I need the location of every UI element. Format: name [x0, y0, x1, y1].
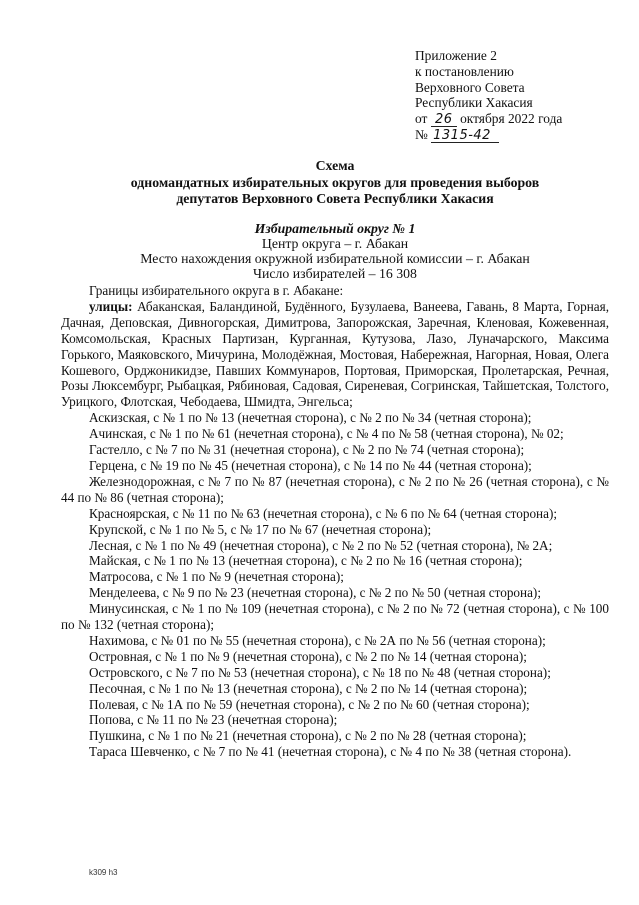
annex-line-1: Приложение 2 — [415, 48, 497, 63]
street-entry: Менделеева, с № 9 по № 23 (нечетная сторона), с № 2 по № 50 (четная сторона); — [89, 585, 541, 601]
date-prefix: от — [415, 111, 428, 127]
street-entry: Ачинская, с № 1 по № 61 (нечетная сторона), с № 4 по № 58 (четная сторона), № 02; — [89, 426, 564, 442]
street-entry: Матросова, с № 1 по № 9 (нечетная сторона); — [89, 569, 344, 585]
annex-line-3: Верховного Совета — [415, 79, 525, 95]
district-center: Центр округа – г. Абакан — [261, 236, 409, 251]
annex-line-2: к постановлению — [415, 63, 514, 79]
annex-block — [415, 48, 615, 143]
footer-code: k309 h3 — [89, 868, 118, 877]
streets-list: Абаканская, Баландиной, Будённого, Бузулаева, Ванеева, Гавань, 8 Марта, Горная, Дачная, Деповская, Дивногорская, Димитрова, Запорожская, Заречная, Кленовая, Кожевенная, Комсомольская, Красных Партизан, Курганная, Кутузова, Лазо, Луначарского, Максима Горького, Маяковского, Мичурина, Молодёжная, Мостовая, Набережная, Нагорная, Новая, Олега Кошевого, Орджоникидзе, Павших Коммунаров, Портовая, Приморская, Пролетарская, Речная, Розы Люксембург, Рыбацкая, Рябиновая, Садовая, Сиреневая, Согринская, Тайшетская, Толстого, Урицкого, Флотская, Чебодаева, Шмидта, Энгельса; — [61, 298, 609, 410]
street-entry: Островского, с № 7 по № 53 (нечетная сторона), с № 18 по № 48 (четная сторона); — [89, 664, 551, 680]
handwritten-date-day: 26 — [431, 113, 457, 127]
title-line-2: одномандатных избирательных округов для проведения выборов — [130, 175, 540, 190]
street-entry: Нахимова, с № 01 по № 55 (нечетная сторона), с № 2А по № 56 (четная сторона); — [89, 632, 546, 648]
title-line-1: Схема — [315, 158, 355, 173]
number-prefix: № — [415, 127, 428, 143]
street-entry: Лесная, с № 1 по № 49 (нечетная сторона), с № 2 по № 52 (четная сторона), № 2А; — [89, 537, 553, 553]
street-entry: Железнодорожная, с № 7 по № 87 (нечетная сторона), с № 2 по № 26 (четная сторона), с № 44 по № 86 (четная сторона); — [61, 473, 609, 505]
district-commission: Место нахождения окружной избирательной комиссии – г. Абакан — [140, 251, 530, 266]
street-entry: Минусинская, с № 1 по № 109 (нечетная сторона), с № 2 по № 72 (четная сторона), с № 100 по № 132 (четная сторона); — [61, 601, 609, 633]
district-voters: Число избирателей – 16 308 — [253, 266, 417, 281]
street-entry: Островная, с № 1 по № 9 (нечетная сторона), с № 2 по № 14 (четная сторона); — [89, 648, 527, 664]
handwritten-number: 1315-42 — [431, 129, 499, 143]
title-line-3: депутатов Верховного Совета Республики Хакасия — [176, 191, 494, 206]
district-name: Избирательный округ № 1 — [254, 221, 416, 236]
annex-line-4: Республики Хакасия — [415, 95, 533, 111]
annex-date — [415, 111, 615, 127]
street-entry: Майская, с № 1 по № 13 (нечетная сторона), с № 2 по № 16 (четная сторона); — [89, 553, 523, 569]
street-entry: Тараса Шевченко, с № 7 по № 41 (нечетная сторона), с № 4 по № 38 (четная сторона). — [89, 744, 572, 760]
district-borders — [61, 283, 609, 760]
date-rest: октября 2022 года — [460, 111, 563, 127]
streets-label: улицы: — [89, 298, 133, 314]
street-entry: Песочная, с № 1 по № 13 (нечетная сторона), с № 2 по № 14 (четная сторона); — [89, 680, 528, 696]
street-entry: Пушкина, с № 1 по № 21 (нечетная сторона), с № 2 по № 28 (четная сторона); — [89, 728, 527, 744]
street-entries-list — [61, 410, 609, 760]
street-entry: Полевая, с № 1А по № 59 (нечетная сторона), с № 2 по № 60 (четная сторона); — [89, 696, 530, 712]
street-entry: Красноярская, с № 11 по № 63 (нечетная сторона), с № 6 по № 64 (четная сторона); — [89, 505, 558, 521]
street-entry: Аскизская, с № 1 по № 13 (нечетная сторона), с № 2 по № 34 (четная сторона); — [89, 410, 532, 426]
annex-number — [415, 127, 615, 143]
street-entry: Гастелло, с № 7 по № 31 (нечетная сторона), с № 2 по № 74 (четная сторона); — [89, 442, 525, 458]
street-entry: Герцена, с № 19 по № 45 (нечетная сторона), с № 14 по № 44 (четная сторона); — [89, 457, 532, 473]
street-entry: Попова, с № 11 по № 23 (нечетная сторона); — [89, 712, 338, 728]
street-entry: Крупской, с № 1 по № 5, с № 17 по № 67 (нечетная сторона); — [89, 521, 432, 537]
borders-intro: Границы избирательного округа в г. Абакане: — [89, 283, 344, 298]
streets-paragraph — [61, 299, 609, 410]
